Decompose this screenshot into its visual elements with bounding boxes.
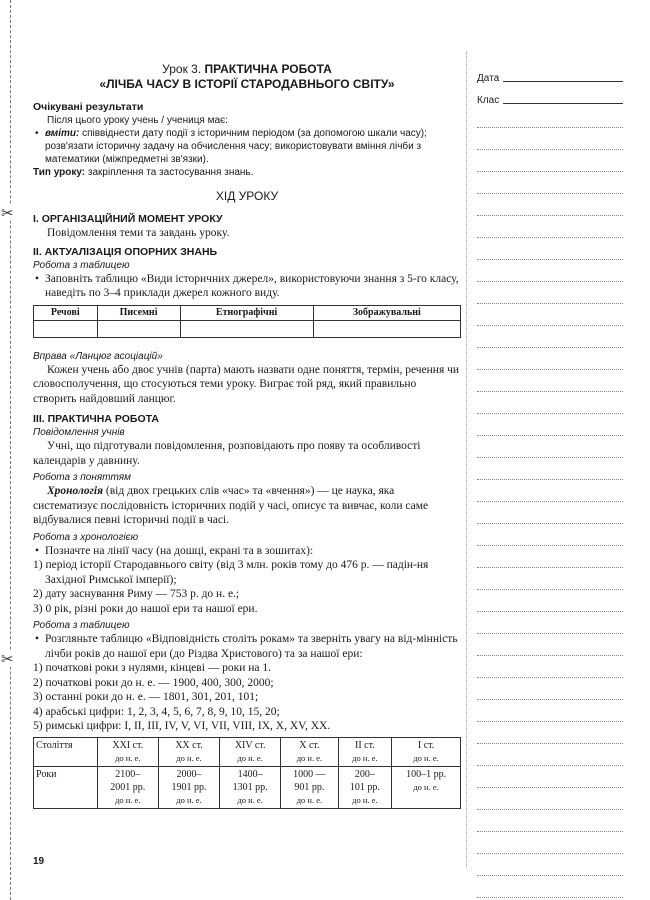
note-line (477, 480, 623, 502)
years-cell (338, 766, 392, 808)
list-item: 5) римські цифри: I, II, III, IV, V, VI, VII, VIII, IX, X, XV, XX. (33, 720, 331, 732)
note-line (477, 634, 623, 656)
years-text: 101 рр. (349, 781, 380, 793)
note-line (477, 854, 623, 876)
section3-reports-text: Учні, що підготували повідомлення, розповідають про появу та особливості календарів у давнину. (33, 440, 421, 467)
term: Хронологія (47, 485, 104, 497)
years-text: 2100– (115, 768, 141, 780)
section3-sub2: Робота з поняттям (33, 472, 131, 483)
date-label: Дата (477, 73, 500, 84)
years-text: 2001 рр. (110, 781, 146, 793)
outcomes-bullet-bold: вміти: (45, 128, 80, 139)
era: до н. е. (413, 752, 439, 763)
list-item: 3) останні роки до н. е. — 1801, 301, 201, 101; (33, 691, 259, 703)
list-item: 2) початкові роки до н. е. — 1900, 400, 300, 2000; (33, 676, 274, 689)
notes-divider (466, 52, 467, 867)
list-item: 2) дату заснування Риму — 753 р. до н. е.; (33, 588, 240, 600)
note-line (477, 788, 623, 810)
list-item: 1) початкові роки з нулями, кінцеві — роки на 1. (33, 662, 272, 674)
lesson-type-key: Тип уроку: (33, 167, 86, 178)
century: X ст. (299, 739, 320, 751)
sources-cell[interactable] (180, 320, 313, 337)
years-text: 1000 — (293, 768, 326, 780)
century: XXI ст. (112, 739, 144, 751)
note-line (477, 326, 623, 348)
years-text: 2000– (176, 768, 202, 780)
section3-heading: III. ПРАКТИЧНА РОБОТА (33, 413, 159, 425)
years-text: 200– (354, 768, 375, 780)
century-cell (338, 737, 392, 766)
century: I ст. (417, 739, 435, 751)
course-heading: ХІД УРОКУ (215, 189, 279, 203)
lesson-title-line (33, 62, 461, 77)
row-label: Роки (34, 766, 98, 808)
century-cell (97, 737, 158, 766)
era: до н. е. (296, 794, 323, 805)
century: XIV ст. (234, 739, 266, 751)
years-text: 1901 рр. (171, 781, 207, 793)
scissors-icon: ✂ (1, 650, 14, 668)
section2-heading: II. АКТУАЛІЗАЦІЯ ОПОРНИХ ЗНАНЬ (33, 245, 218, 258)
list-item: 4) арабські цифри: 1, 2, 3, 4, 5, 6, 7, 8, 9, 10, 15, 20; (33, 705, 280, 718)
note-line (477, 700, 623, 722)
era: до н. е. (352, 752, 378, 763)
class-field[interactable] (477, 84, 623, 106)
centuries-task: • Розгляньте таблицю «Відповідність століть рокам» та зверніть увагу на від-мінність лічби років до нашої ери (до Різдва Христового) та за нашої ери: (33, 632, 461, 661)
note-line (477, 370, 623, 392)
note-line (477, 524, 623, 546)
section2-sub1: Робота з таблицею (33, 259, 130, 271)
note-line (477, 832, 623, 854)
outcomes-bullet (33, 127, 461, 166)
sources-table (33, 305, 461, 338)
centuries-table (33, 737, 461, 809)
note-line (477, 194, 623, 216)
sources-cell[interactable] (97, 320, 180, 337)
note-line (477, 392, 623, 414)
years-text: 1400– (237, 768, 263, 780)
years-cell (97, 766, 158, 808)
sources-col-material: Речові (34, 305, 98, 320)
century-cell (220, 737, 281, 766)
lesson-type-value: закріплення та застосування знань. (87, 167, 254, 178)
note-line (477, 766, 623, 788)
scissors-icon: ✂ (1, 204, 14, 222)
lesson-number: Урок 3. (162, 62, 202, 76)
note-line (477, 238, 623, 260)
note-line (477, 568, 623, 590)
list-item: 3) 0 рік, різні роки до нашої ери та нашої ери. (33, 602, 258, 615)
note-line (477, 678, 623, 700)
note-line (477, 876, 623, 898)
era: до н. е. (352, 794, 378, 805)
class-label: Клас (477, 95, 500, 106)
term-definition (33, 484, 461, 528)
section3-sub3: Робота з хронологією (33, 531, 139, 543)
years-cell (281, 766, 338, 808)
note-line (477, 128, 623, 150)
page-number: 19 (33, 856, 45, 867)
section3-sub1: Повідомлення учнів (33, 427, 125, 438)
term-text: (від двох грецьких слів «час» та «вчення») — це наука, яка систематизує послідовність історичних подій у часі, описує та вивчає, коли саме відбувалися певні історичні події в часі. (33, 485, 429, 526)
cut-line (10, 0, 11, 900)
outcomes-intro: Після цього уроку учень / учениця має: (47, 115, 228, 126)
note-line (477, 810, 623, 832)
years-cell (392, 766, 461, 808)
years-cell (158, 766, 219, 808)
century-cell (158, 737, 219, 766)
era: до н. е. (237, 752, 263, 763)
lesson-type (33, 166, 461, 179)
lesson-title: «ЛІЧБА ЧАСУ В ІСТОРІЇ СТАРОДАВНЬОГО СВІТУ» (99, 77, 395, 91)
sources-cell[interactable] (34, 320, 98, 337)
era: до н. е. (115, 752, 141, 763)
outcomes-bullet-text: співвіднести дату події з історичним періодом (за допомогою шкали часу); розв'язати історичну задачу на обчислення часу; використовувати вміння лічби з математики (міжпредметні зв'язки). (45, 128, 427, 165)
era: до н. е. (296, 752, 323, 763)
years-text: 901 рр. (294, 781, 325, 793)
note-line (477, 590, 623, 612)
sources-cell[interactable] (313, 320, 460, 337)
note-line (477, 744, 623, 766)
years-text: 100–1 рр. (406, 768, 447, 780)
lesson-plan (33, 62, 461, 809)
section1-text: Повідомлення теми та завдань уроку. (47, 227, 230, 239)
section3-sub4: Робота з таблицею (33, 620, 130, 631)
outcomes-heading: Очікувані результати (33, 101, 144, 113)
table-row (34, 737, 461, 766)
timeline-task: • Позначте на лінії часу (на дошці, екрані та в зошитах): (33, 544, 461, 559)
note-line (477, 502, 623, 524)
note-line (477, 106, 623, 128)
note-line (477, 612, 623, 634)
note-line (477, 282, 623, 304)
note-line (477, 546, 623, 568)
years-text: 1301 рр. (232, 781, 268, 793)
note-line (477, 436, 623, 458)
note-line (477, 458, 623, 480)
era: до н. е. (115, 794, 141, 805)
note-line (477, 260, 623, 282)
section1-heading: I. ОРГАНІЗАЦІЙНИЙ МОМЕНТ УРОКУ (33, 213, 223, 225)
note-line (477, 304, 623, 326)
note-line (477, 348, 623, 370)
century-cell (281, 737, 338, 766)
notes-lines (477, 106, 623, 898)
table-row (34, 766, 461, 808)
note-line (477, 172, 623, 194)
note-line (477, 414, 623, 436)
note-line (477, 722, 623, 744)
era: до н. е. (237, 794, 263, 805)
era: до н. е. (176, 752, 202, 763)
list-item: 1) період історії Стародавнього світу (від 3 млн. років тому до 476 р. — падін-ня Західної Римської імперії); (33, 559, 429, 586)
century-cell (392, 737, 461, 766)
note-line (477, 150, 623, 172)
era: до н. е. (413, 781, 439, 792)
sources-col-ethnographic: Етнографічні (180, 305, 313, 320)
date-field[interactable] (477, 62, 623, 84)
row-label: Століття (34, 737, 98, 766)
section2-chain-text: Кожен учень або двоє учнів (парта) мають назвати одне поняття, термін, речення чи словосполучення, що стосуються теми уроку. Виграє той ряд, який правильно створить найдовший ланцюг. (33, 363, 460, 405)
section2-sub2: Вправа «Ланцюг асоціацій» (33, 350, 163, 362)
section2-task: • Заповніть таблицю «Види історичних джерел», використовуючи знання з 5-го класу, наведіть по 3–4 приклади джерел кожного виду. (33, 272, 461, 301)
note-line (477, 216, 623, 238)
lesson-type-label: ПРАКТИЧНА РОБОТА (204, 62, 332, 76)
notes-column (477, 62, 623, 898)
sources-col-visual: Зображувальні (313, 305, 460, 320)
note-line (477, 656, 623, 678)
century: XX ст. (175, 739, 203, 751)
years-cell (220, 766, 281, 808)
era: до н. е. (176, 794, 202, 805)
sources-col-written: Писемні (97, 305, 180, 320)
century: II ст. (355, 739, 375, 751)
